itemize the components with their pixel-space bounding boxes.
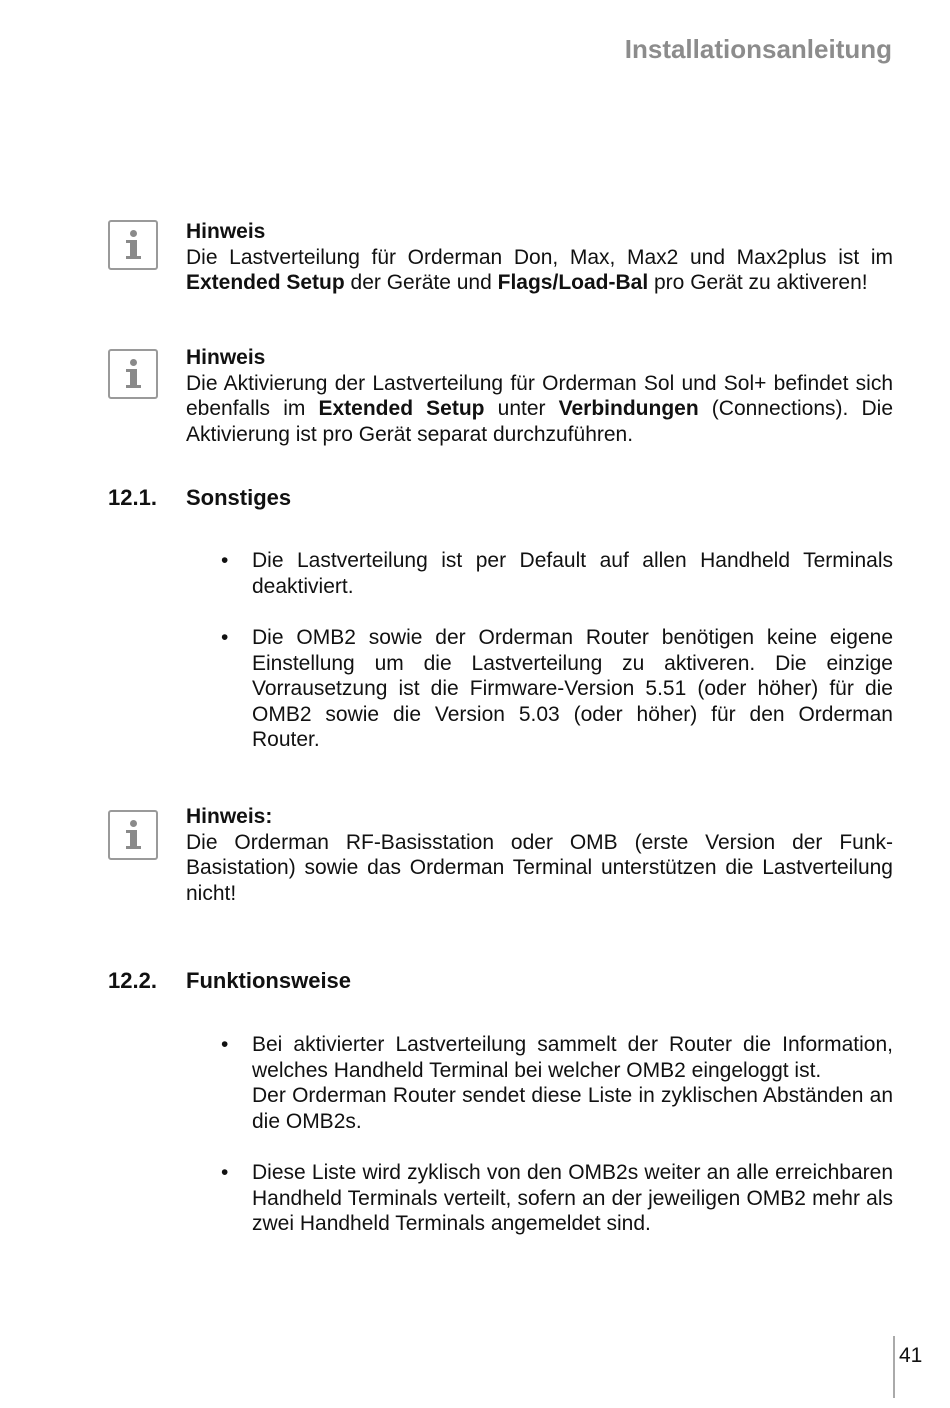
bullet-glyph: • [221, 1033, 229, 1056]
hint-bold-term: Flags/Load-Bal [497, 271, 649, 294]
hint-text-2 [186, 345, 893, 447]
info-icon [108, 220, 158, 270]
hint-box-1 [108, 219, 893, 296]
hint-bold-term: Verbindungen [558, 397, 699, 420]
section-number: 12.1. [108, 485, 157, 510]
hint-box-2 [108, 345, 893, 447]
section-title: Funktionsweise [186, 968, 352, 993]
bullet-item [218, 548, 893, 599]
page-header-title: Installationsanleitung [624, 34, 892, 64]
hint-text-part: Die Lastverteilung für Orderman Don, Max, Max2 und Max2plus ist im [186, 245, 893, 269]
section-number: 12.2. [108, 968, 157, 993]
hint-text-part: pro Gerät zu aktiveren! [648, 271, 868, 294]
hint-text-1 [186, 219, 893, 296]
hint-bold-term: Extended Setup [186, 271, 345, 294]
hint-text-part: Die Aktivierung der Lastverteilung für Orderman Sol und Sol+ befindet sich ebenfalls im [186, 371, 893, 420]
bullet-glyph: • [221, 626, 229, 649]
section-heading-12-1 [108, 485, 291, 511]
bullet-item [218, 625, 893, 753]
bullet-text: Die Lastverteilung ist per Default auf allen Handheld Terminals deaktiviert. [252, 549, 893, 598]
hint-title: Hinweis: [186, 805, 273, 828]
hint-box-3 [108, 804, 893, 906]
bullet-list-12-2 [218, 1032, 893, 1237]
hint-text-3 [186, 804, 893, 906]
section-title: Sonstiges [186, 485, 292, 510]
info-icon [108, 810, 158, 860]
bullet-text: Diese Liste wird zyklisch von den OMB2s weiter an alle erreichbaren Handheld Terminals verteilt, sofern an der jeweiligen OMB2 mehr als zwei Handheld Terminals angemeldet sind. [252, 1161, 893, 1235]
bullet-text: Die OMB2 sowie der Orderman Router benötigen keine eigene Einstellung um die Lastverteilung zu aktiveren. Die einzige Vorrausetzung ist die Firmware-Version 5.51 (oder höher) für die OMB2 sowie die Version 5.03 (oder höher) für den Orderman Router. [252, 626, 893, 751]
hint-bold-term: Extended Setup [318, 397, 485, 420]
info-icon [108, 349, 158, 399]
hint-text-part: der Geräte und [344, 271, 498, 294]
hint-title: Hinweis [186, 220, 266, 243]
bullet-list-12-1 [218, 548, 893, 753]
bullet-glyph: • [221, 1161, 229, 1184]
page-number: 41 [893, 1336, 922, 1398]
hint-title: Hinweis [186, 346, 266, 369]
hint-text-part: (Connections). Die Aktivierung ist pro Gerät separat durchzuführen. [186, 397, 893, 446]
hint-text-part: Die Orderman RF-Basisstation oder OMB (erste Version der Funk-Basistation) sowie das Orderman Terminal unterstützen die Lastverteilung nicht! [186, 830, 893, 905]
hint-text-part: unter [484, 397, 559, 420]
bullet-glyph: • [221, 549, 229, 572]
bullet-item [218, 1160, 893, 1237]
bullet-item [218, 1032, 893, 1134]
section-heading-12-2 [108, 968, 351, 994]
bullet-text: Bei aktivierter Lastverteilung sammelt der Router die Information, welches Handheld Terminal bei welcher OMB2 eingeloggt ist. Der Orderman Router sendet diese Liste in zyklischen Abständen an die OMB2s. [252, 1033, 893, 1133]
